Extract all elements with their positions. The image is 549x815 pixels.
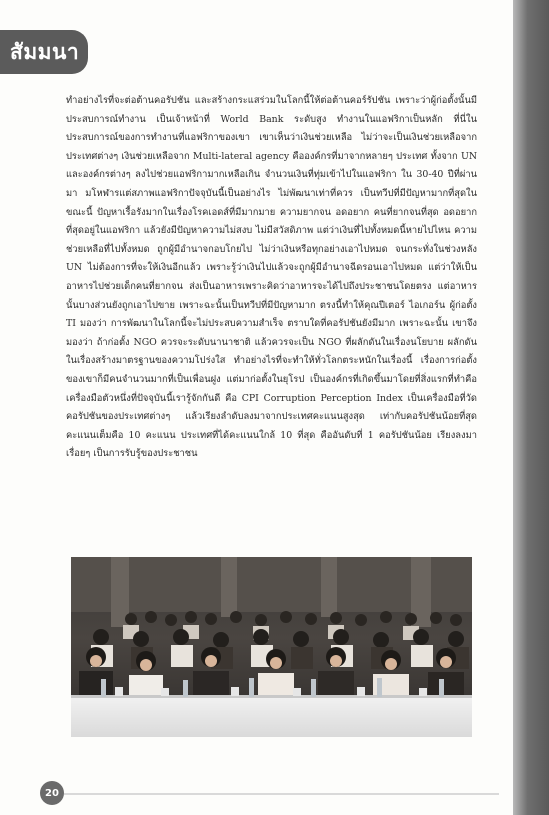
seminar-photo: [71, 557, 472, 737]
page-number-label: 20: [45, 787, 59, 799]
article-paragraph: ทำอย่างไรที่จะต่อต้านคอรัปชัน และสร้างกระแสร่วมในโลกนี้ให้ต่อต้านคอร์รัปชัน เพราะว่าผู้ก่อตั้งนั้นมีประสบการณ์ทำงาน เป็นเจ้าหน้าที่ World Bank ระดับสูง ทำงานในแอฟริกาเป็นหลัก ที่นี่ในประสบการณ์ของการทำงานที่แอฟริกาของเขา เขาเห็นว่าเงินช่วยเหลือ ไม่ว่าจะเป็นเงินช่วยเหลือจากประเทศต่างๆ เงินช่วยเหลือจาก Multi-lateral agency คือองค์กรที่มาจากหลายๆ ประเทศ ทั้งจาก UN และองค์กรต่างๆ ลงไปช่วยแอฟริกามากเหลือเกิน จำนวนเงินที่ทุ่มเข้าไปในแอฟริกา ใน 30-40 ปีที่ผ่านมา มโหฬารแต่สภาพแอฟริกาปัจจุบันนี้เป็นอย่างไร ไม่พัฒนาเท่าที่ควร เป็นทวีปที่มีปัญหามากที่สุดในขณะนี้ ปัญหาเรื้อรังมากในเรื่องโรคเอดส์ที่มีมากมาย ความยากจน อดอยาก คนที่ยากจนที่สุด อดอยากที่สุดอยู่ในแอฟริกา แล้วยังมีปัญหาความไม่สงบ ไม่มีสวัสดิภาพ แต่ว่าเงินที่ไปทั้งหมดนี้หายไปไหน ความช่วยเหลือที่ไปทั้งหมด ถูกผู้มีอำนาจกอบโกยไป ไม่ว่าเงินหรือทุกอย่างเอาไปหมด จนกระทั่งในช่วงหลัง UN ไม่ต้องการที่จะให้เงินอีกแล้ว เพราะรู้ว่าเงินไปแล้วจะถูกผู้มีอำนาจฉีดรอนเอาไปหมด แต่ว่าให้เป็นอาหารไปช่วยเด็กคนที่ยากจน ส่งเป็นอาหารเพราะคิดว่าอาหารจะได้ไปถึงประชาชนโดยตรง แต่อาหารนั้นบางส่วนยังถูกเอาไปขาย เพราะฉะนั้นเป็นทวีปที่มีปัญหามาก ตรงนี้ทำให้คุณปีเตอร์ ไอเกอร์น ผู้ก่อตั้ง TI มองว่า การพัฒนาในโลกนี้จะไม่ประสบความสำเร็จ ตราบใดที่คอรัปชันยังมีมาก เพราะฉะนั้น เขาจึงมองว่า ถ้าก่อตั้ง NGO ควรจะระดับนานาชาติ แล้วควรจะเป็น NGO ที่ผลักดันในเรื่องนโยบาย ผลักดันในเรื่องสร้างมาตรฐานของความโปร่งใส ทำอย่างไรที่จะทำให้ทั่วโลกตระหนักในเรื่องนี้ เรื่องการก่อตั้งของเขาก็มีคนจำนวนมากที่เป็นเพื่อนฝูง แต่มาก่อตั้งในยุโรป เป็นองค์กรที่เกิดขึ้นมาโดยที่สิ่งแรกที่ทำคือ เครื่องมือตัวหนึ่งที่ปัจจุบันนี้เรารู้จักกันดี คือ CPI Corruption Perception Index เป็นเครื่องมือที่วัดคอรัปชันของประเทศต่างๆ แล้วเรียงลำดับลงมาจากประเทศคะแนนสูงสุด เท่ากับคอรัปชันน้อยที่สุด คะแนนเต็มคือ 10 คะแนน ประเทศที่ได้คะแนนใกล้ 10 ที่สุด คืออันดับที่ 1 คอรัปชันน้อย เรียงลงมาเรื่อยๆ เป็นการรับรู้ของประชาชน: [66, 95, 477, 460]
section-tab-label: สัมมนา: [10, 39, 80, 64]
page-edge-shadow: [513, 0, 549, 815]
page-number: [40, 781, 64, 805]
article-body: [66, 92, 477, 464]
section-tab: [0, 30, 88, 74]
seminar-photo-image: [71, 557, 472, 737]
footer-rule: [64, 793, 499, 795]
